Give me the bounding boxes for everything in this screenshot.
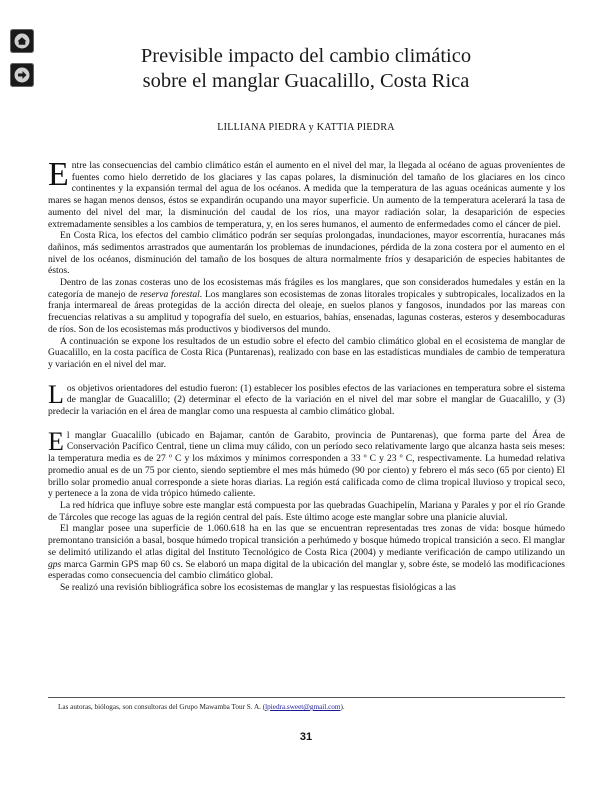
paragraph-text: marca Garmin GPS map 60 cs. Se elaboró un mapa digital de la ubicación del manglar y, sobre éste, se modeló las modificaciones esperadas como consecuencia del cambio climático global.: [48, 558, 565, 582]
arrow-right-icon: [14, 67, 30, 83]
paragraph-3: [48, 277, 565, 336]
paragraph-text: El manglar posee una superficie de 1.060.618 ha en las que se encuentran representadas tres zonas de vida: bosque húmedo premontano transición a basal, bosque húmedo tropical transición a perhúmedo y bosque húmedo tropical transición a seco. El manglar se delimitó utilizando el atlas digital del Instituto Tecnológico de Costa Rica (2004) y mediante verificación de campo utilizando un: [48, 523, 565, 558]
paragraph-4: A continuación se expone los resultados de un estudio sobre el efecto del cambio climático global en el ecosistema de manglar de Guacalillo, en la costa pacífica de Costa Rica (Puntarenas), realizado con base en las estadísticas mundiales de cambio de temperatura y variación en el nivel del mar.: [48, 335, 565, 370]
paragraph-text: Dentro de las zonas costeras uno de los ecosistemas más frágiles es los manglares, que son considerados humedales y están en la categoría de manejo de: [48, 277, 565, 300]
footnote-end: ).: [340, 703, 345, 711]
paragraph-text: ntre las consecuencias del cambio climático están el aumento en el nivel del mar, la llegada al océano de aguas provenientes de fuentes como hielo derretido de los glaciares y las capas polares, la disminución del tamaño de los glaciares en los cinco continentes y la expansión termal del agua de los océanos. A medida que la temperatura de las aguas oceánicas aumente y los mares se hagan menos densos, éstos se expandirán ocupando una mayor superficie. Un aumento de la temperatura acelerará la tasa de aumento del nivel del mar, la disminución del caudal de los ríos, una mayor radiación solar, la desaparición de especies extremadamente sensibles a los cambios de temperatura, y, en los seres humanos, el aumento de enfermedades como el cáncer de piel.: [48, 160, 565, 230]
footnote: [58, 703, 345, 711]
emphasis-text: reserva forestal.: [140, 288, 203, 300]
paragraph-5: [48, 379, 565, 418]
paragraph-text: os objetivos orientadores del estudio fueron: (1) establecer los posibles efectos de las variaciones en temperatura sobre el sistema de manglar de Guacalillo; (2) determinar el efecto de la variación en el nivel del mar sobre el manglar de Guacalillo, y (3) predecir la variación en el área de manglar como una respuesta al cambio climático global.: [48, 382, 565, 418]
paragraph-8: [48, 523, 565, 582]
page-number: 31: [299, 731, 313, 743]
article-body: [48, 156, 566, 594]
drop-cap: E: [48, 156, 69, 193]
paragraph-text: Los manglares son ecosistemas de zonas litorales tropicales y subtropicales, localizados en la franja intermareal de áreas protegidas de la acción directa del oleaje, en suelos planos y fangosos, inundados por las mareas con frecuencias relativas a su amplitud y topografía del suelo, en estuarios, bahías, ensenadas, lagunas costeras, esteros y desembocaduras de ríos. Son de los ecosistemas más productivos y biodiversos del mundo.: [48, 288, 566, 335]
home-icon: [14, 33, 30, 49]
authors: LILLIANA PIEDRA y KATTIA PIEDRA: [217, 122, 395, 133]
title-line-1: Previsible impacto del cambio climático: [140, 45, 472, 67]
title-line-2: sobre el manglar Guacalillo, Costa Rica: [142, 70, 470, 92]
footnote-divider: [48, 697, 565, 698]
emphasis-text: gps: [48, 558, 62, 570]
home-button[interactable]: [10, 29, 34, 53]
paragraph-text: l manglar Guacalillo (ubicado en Bajamar, cantón de Garabito, provincia de Puntarenas), que forma parte del Área de Conservación Pacífico Central, tiene un clima muy cálido, con un período seco relativamente largo que alcanza hasta seis meses: la temperatura media es de 27 º C y los máximos y mínimos corresponden a 33 º C y 23 º C, respectivamente. La humedad relativa promedio anual es de un 75 por ciento, siendo septiembre el mes más húmedo (90 por ciento) y febrero el más seco (65 por ciento) El brillo solar promedio anual corresponde a siete horas diarias. La región está calificada como de clima tropical lluvioso y tropical seco, y pertenece a la zona de vida trópico húmedo caliente.: [48, 429, 565, 500]
next-page-button[interactable]: [10, 63, 34, 87]
paragraph-1: [48, 156, 565, 230]
drop-cap: E: [48, 426, 64, 456]
paragraph-7: La red hídrica que influye sobre este manglar está compuesta por las quebradas Guachipelín, Mariana y Parales y por el río Grande de Tárcoles que recoge las aguas de la región central del país. Este último acoge este manglar sobre una planicie aluvial.: [48, 499, 565, 523]
drop-cap: L: [48, 379, 64, 409]
paragraph-2: En Costa Rica, los efectos del cambio climático podrán ser sequías prolongadas, inundaciones, mayor escorrentía, huracanes más dañinos, más sedimentos arrastrados que aumentarán los problemas de inundaciones, pérdida de la zona costera por el aumento en el nivel de los océanos, disminución del tamaño de los bosques de altura normalmente fríos y desaparición de especies habitantes de éstos.: [48, 230, 565, 277]
article-title: [60, 44, 552, 94]
paragraph-9: Se realizó una revisión bibliográfica sobre los ecosistemas de manglar y las respuestas fisiológicas a las: [60, 581, 456, 593]
footnote-text: Las autoras, biólogas, son consultoras del Grupo Mawamba Tour S. A. (: [58, 703, 266, 711]
paragraph-6: [48, 426, 565, 500]
email-link[interactable]: lpiedra.sweet@gmail.com: [265, 703, 341, 711]
